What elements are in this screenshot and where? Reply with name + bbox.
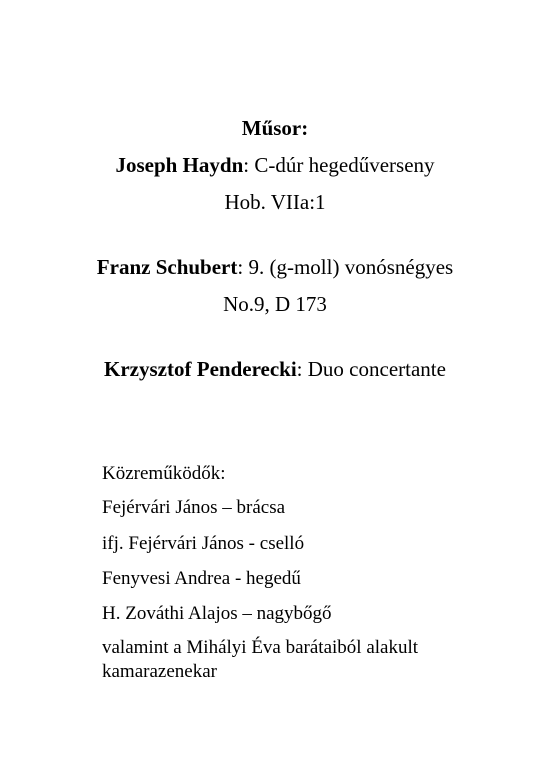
performer-item: ifj. Fejérvári János - cselló: [102, 533, 305, 554]
closing-line: valamint a Mihályi Éva barátaiból alakult: [102, 637, 419, 658]
piece-title: C-dúr hegedűverseny: [254, 153, 435, 177]
piece-catalog: Hob. VIIa:1: [224, 190, 326, 214]
composer-name: Joseph Haydn: [115, 153, 244, 177]
piece-schubert: [0, 254, 550, 280]
composer-name: Franz Schubert: [96, 255, 238, 279]
closing-line: kamarazenekar: [102, 661, 217, 682]
piece-title: 9. (g-moll) vonósnégyes: [248, 255, 454, 279]
separator: :: [237, 255, 244, 279]
piece-penderecki: [0, 356, 550, 382]
performer-item: H. Zováthi Alajos – nagybőgő: [102, 603, 332, 624]
program-heading: Műsor:: [241, 116, 309, 140]
composer-name: Krzysztof Penderecki: [104, 357, 297, 381]
performers-heading: Közreműködők:: [102, 463, 226, 484]
piece-title: Duo concertante: [307, 357, 446, 381]
separator: :: [243, 153, 250, 177]
piece-catalog: No.9, D 173: [223, 292, 327, 316]
piece-haydn: [0, 152, 550, 178]
performer-item: Fenyvesi Andrea - hegedű: [102, 568, 301, 589]
separator: :: [296, 357, 303, 381]
performer-item: Fejérvári János – brácsa: [102, 497, 286, 518]
